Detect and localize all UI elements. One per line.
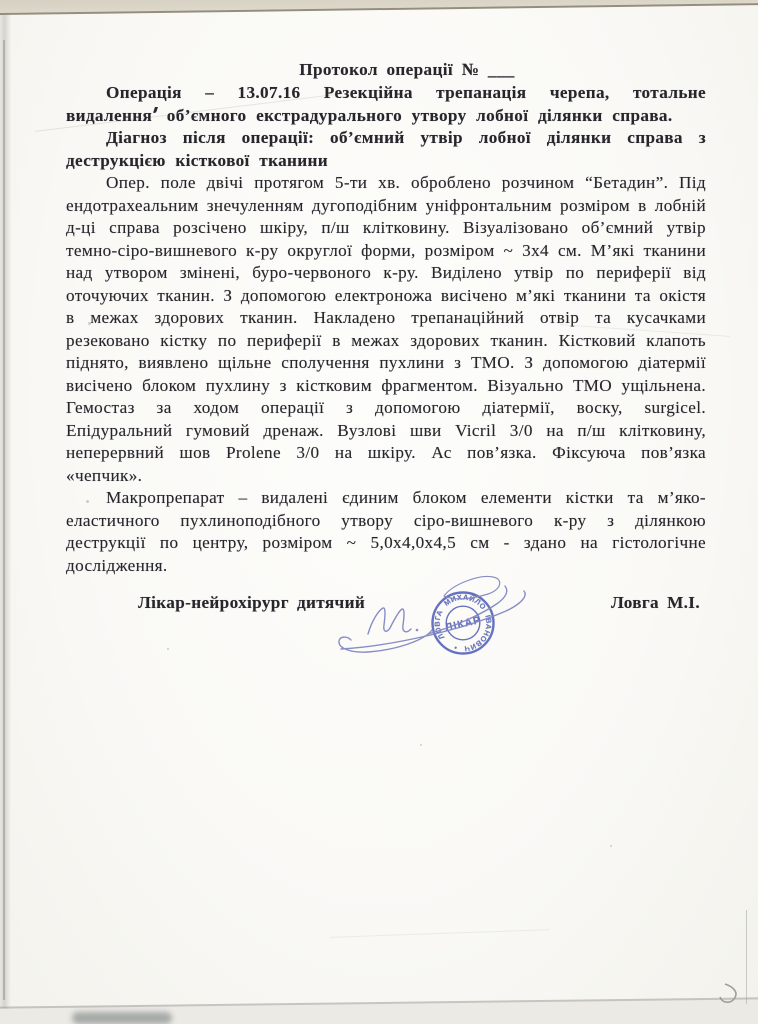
operation-text-after-speck: об’ємного екстрадурального утвору лобної ділянки справа. — [157, 105, 673, 125]
scan-speck — [167, 648, 169, 650]
scan-speck — [610, 845, 612, 847]
signature-stroke-m-letter — [368, 608, 411, 634]
signature-name: Ловга М.І. — [610, 593, 700, 612]
scan-edge-top — [0, 0, 758, 15]
doctor-stamp — [420, 580, 505, 665]
paragraph-diagnosis: Діагноз після операції: об’ємний утвір лобної ділянки справа з деструкцією кісткової тканини — [66, 128, 706, 170]
doctor-stamp-and-signature — [320, 548, 580, 696]
paragraph-operative-course: Опер. поле двічі протягом 5-ти хв. оброблено розчином “Бетадин”. Під ендотрахеальним знечуленням дугоподібним уніфронтальним розміром в лобній д-ці справа розсічено шкіру, п/ш клітковину. Візуалізовано об’ємний утвір темно-сіро-вишневого к-ру округлої форми, розміром ~ 3х4 см. М’які тканини над утвором змінені, буро-червоного к-ру. Виділено утвір по периферії від оточуючих тканин. З допомогою електроножа висічено м’які тканини та окістя в межах здорових тканин. Накладено трепанаційний отвір та кусачками резековано кістку по периферії в межах здорових тканин. Кістковий клапоть піднято, виявлено щільне сполучення пухлини з ТМО. З допомогою діатермії висічено блоком пухлину з кістковим фрагментом. Візуально ТМО ущільнена. Гемостаз за ходом операції з допомогою діатермії, воску, surgicel. Епідуральний гумовий дренаж. Вузлові шви Vicril 3/0 на п/ш клітковину, неперервний шов Prolene 3/0 на шкіру. Ас пов’язка. Фіксуюча пов’язка «чепчик». — [66, 173, 706, 485]
operation-text-before-speck: Операція – 13.07.16 Резекційна трепанація черепа, тотальне видалення — [66, 83, 706, 125]
paper-curl-path — [720, 984, 736, 1002]
paragraph-operation — [66, 82, 706, 127]
scan-speck — [420, 744, 422, 746]
paragraph-macropreparation: Макропрепарат – видалені єдиним блоком елементи кістки та м’яко-еластичного пухлиноподібного утвору сіро-вишневого к-ру з ділянкою деструкції по центру, розміром ~ 5,0х4,0х4,5 см - здано на гістологічне дослідження. — [66, 488, 706, 575]
stamp-ring-text: ЛОВГА МИХАЙЛО ІВАНОВИЧ • — [432, 592, 494, 654]
scan-corner-shadow — [72, 1012, 172, 1024]
paper-curl-mark — [713, 976, 753, 1016]
stamp-center-text: ЛІКАР — [443, 613, 483, 634]
handwritten-signature — [339, 576, 525, 652]
scan-edge-left-line — [3, 40, 5, 1000]
page-title: Протокол операції № ___ — [299, 60, 515, 79]
signature-dot — [416, 629, 419, 632]
paper-crease — [330, 929, 550, 938]
scan-edge-left — [0, 4, 11, 1024]
document-body — [66, 58, 706, 654]
signature-role: Лікар-нейрохірург дитячий — [138, 593, 366, 612]
signature-row — [66, 592, 706, 654]
